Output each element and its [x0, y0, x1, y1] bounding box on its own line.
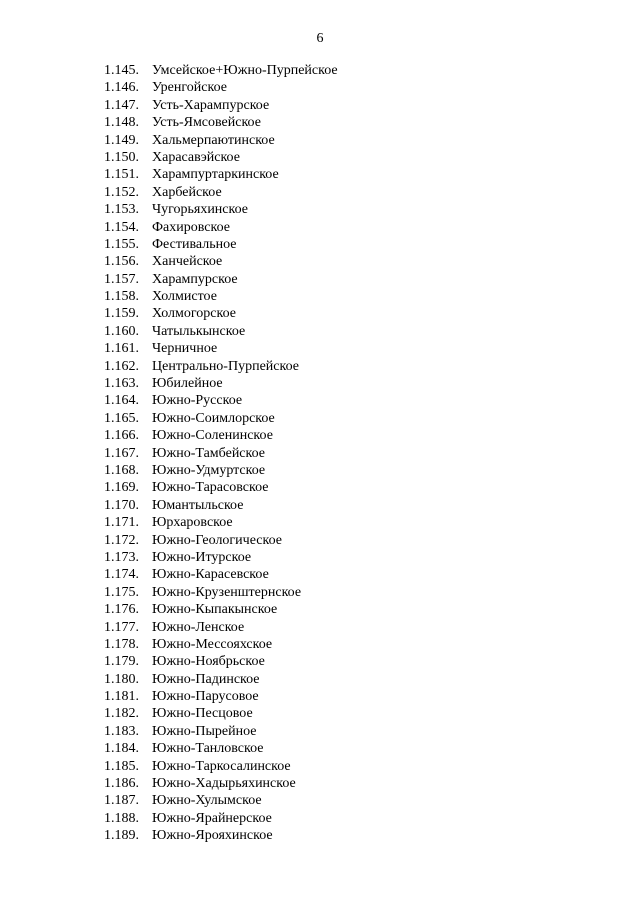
item-name: Чатылькынское: [152, 323, 246, 339]
item-number: 1.174.: [104, 567, 139, 583]
item-number: 1.165.: [104, 410, 139, 426]
item-number: 1.159.: [104, 306, 139, 322]
item-name: Южно-Ярайнерское: [152, 810, 272, 826]
item-name: Южно-Мессояхское: [152, 636, 273, 652]
item-number: 1.148.: [104, 115, 139, 131]
item-number: 1.145.: [104, 63, 139, 78]
list-item: [104, 688, 338, 705]
item-name: Южно-Кыпакынское: [152, 602, 278, 618]
item-number: 1.166.: [104, 428, 139, 444]
item-number: 1.155.: [104, 236, 139, 252]
item-name: Южно-Соимлорское: [152, 410, 275, 426]
item-name: Ханчейское: [152, 254, 223, 270]
item-number: 1.183.: [104, 723, 139, 739]
item-number: 1.179.: [104, 654, 139, 670]
item-number: 1.189.: [104, 828, 139, 844]
list-item: [104, 462, 338, 479]
item-name: Южно-Танловское: [152, 741, 264, 757]
item-number: 1.154.: [104, 219, 139, 235]
item-name: Чугорьяхинское: [152, 202, 248, 218]
list-item: [104, 705, 338, 722]
item-number: 1.176.: [104, 602, 139, 618]
item-name: Харасавэйское: [152, 149, 240, 165]
item-name: Южно-Карасевское: [152, 567, 269, 583]
item-number: 1.182.: [104, 706, 139, 722]
list-item: [104, 62, 338, 79]
item-name: Фахировское: [152, 219, 230, 235]
item-name: Холмистое: [152, 289, 217, 305]
list-item: [104, 792, 338, 809]
item-name: Усть-Харампурское: [152, 97, 270, 113]
item-name: Южно-Ленское: [152, 619, 245, 635]
list-item: [104, 184, 338, 201]
list-item: [104, 288, 338, 305]
list-item: [104, 827, 338, 844]
item-number: 1.167.: [104, 445, 139, 461]
item-number: 1.175.: [104, 584, 139, 600]
item-number: 1.150.: [104, 149, 139, 165]
list-item: [104, 671, 338, 688]
item-number: 1.177.: [104, 619, 139, 635]
item-number: 1.163.: [104, 376, 139, 392]
list-item: [104, 97, 338, 114]
list-item: [104, 601, 338, 618]
item-number: 1.178.: [104, 636, 139, 652]
item-name: Черничное: [152, 341, 218, 357]
list-item: [104, 619, 338, 636]
item-name: Фестивальное: [152, 236, 237, 252]
item-name: Южно-Соленинское: [152, 428, 273, 444]
item-number: 1.181.: [104, 689, 139, 705]
list-item: [104, 445, 338, 462]
list-item: [104, 392, 338, 409]
list-item: [104, 636, 338, 653]
list-item: [104, 653, 338, 670]
list-item: [104, 375, 338, 392]
item-name: Центрально-Пурпейское: [152, 358, 299, 374]
list-item: [104, 219, 338, 236]
page-number: 6: [316, 31, 324, 46]
list-item: [104, 323, 338, 340]
list-item: [104, 775, 338, 792]
item-number: 1.169.: [104, 480, 139, 496]
item-name: Холмогорское: [152, 306, 236, 322]
item-number: 1.147.: [104, 97, 139, 113]
item-name: Харампурское: [152, 271, 238, 287]
item-number: 1.188.: [104, 810, 139, 826]
list-item: [104, 236, 338, 253]
item-number: 1.146.: [104, 80, 139, 96]
item-number: 1.153.: [104, 202, 139, 218]
item-number: 1.158.: [104, 289, 139, 305]
item-name: Южно-Пырейное: [152, 723, 257, 739]
item-name: Хальмерпаютинское: [152, 132, 275, 148]
item-number: 1.187.: [104, 793, 139, 809]
item-number: 1.171.: [104, 515, 139, 531]
item-number: 1.156.: [104, 254, 139, 270]
item-name: Юбилейное: [152, 376, 223, 392]
item-name: Южно-Хулымское: [152, 793, 262, 809]
list-item: [104, 305, 338, 322]
list-item: [104, 549, 338, 566]
item-name: Харампуртаркинское: [152, 167, 279, 183]
list-item: [104, 132, 338, 149]
item-number: 1.168.: [104, 462, 139, 478]
item-name: Южно-Падинское: [152, 671, 260, 687]
item-name: Южно-Хадырьяхинское: [152, 776, 296, 792]
list-item: [104, 479, 338, 496]
item-name: Уренгойское: [152, 80, 227, 96]
list-item: [104, 271, 338, 288]
item-number: 1.184.: [104, 741, 139, 757]
list-item: [104, 410, 338, 427]
list-item: [104, 358, 338, 375]
item-number: 1.186.: [104, 776, 139, 792]
item-name: Южно-Таркосалинское: [152, 758, 291, 774]
item-name: Южно-Итурское: [152, 549, 252, 565]
list-item: [104, 201, 338, 218]
item-name: Южно-Тамбейское: [152, 445, 265, 461]
item-name: Юрхаровское: [152, 515, 233, 531]
item-number: 1.160.: [104, 323, 139, 339]
item-number: 1.152.: [104, 184, 139, 200]
list-item: [104, 723, 338, 740]
item-name: Южно-Песцовое: [152, 706, 253, 722]
item-number: 1.162.: [104, 358, 139, 374]
list-item: [104, 114, 338, 131]
item-number: 1.149.: [104, 132, 139, 148]
list-item: [104, 149, 338, 166]
list-item: [104, 427, 338, 444]
list-item: [104, 79, 338, 96]
item-name: Южно-Удмуртское: [152, 462, 266, 478]
list-item: [104, 340, 338, 357]
item-number: 1.172.: [104, 532, 139, 548]
item-number: 1.173.: [104, 549, 139, 565]
item-name: Южно-Крузенштернское: [152, 584, 302, 600]
item-name: Умсейское+Южно-Пурпейское: [152, 63, 338, 78]
list-item: [104, 253, 338, 270]
item-name: Южно-Ноябрьское: [152, 654, 265, 670]
list-item: [104, 497, 338, 514]
item-number: 1.164.: [104, 393, 139, 409]
item-number: 1.180.: [104, 671, 139, 687]
item-name: Южно-Геологическое: [152, 532, 282, 548]
item-number: 1.151.: [104, 167, 139, 183]
list-item: [104, 532, 338, 549]
item-name: Южно-Русское: [152, 393, 243, 409]
item-name: Южно-Парусовое: [152, 689, 259, 705]
item-name: Усть-Ямсовейское: [152, 115, 261, 131]
field-list: [104, 62, 338, 845]
list-item: [104, 166, 338, 183]
list-item: [104, 584, 338, 601]
list-item: [104, 810, 338, 827]
item-name: Южно-Ярояхинское: [152, 828, 273, 844]
item-name: Южно-Тарасовское: [152, 480, 269, 496]
item-number: 1.170.: [104, 497, 139, 513]
list-item: [104, 758, 338, 775]
item-name: Юмантыльское: [152, 497, 244, 513]
item-number: 1.185.: [104, 758, 139, 774]
item-name: Харбейское: [152, 184, 222, 200]
item-number: 1.161.: [104, 341, 139, 357]
item-number: 1.157.: [104, 271, 139, 287]
list-item: [104, 566, 338, 583]
list-item: [104, 514, 338, 531]
list-item: [104, 740, 338, 757]
